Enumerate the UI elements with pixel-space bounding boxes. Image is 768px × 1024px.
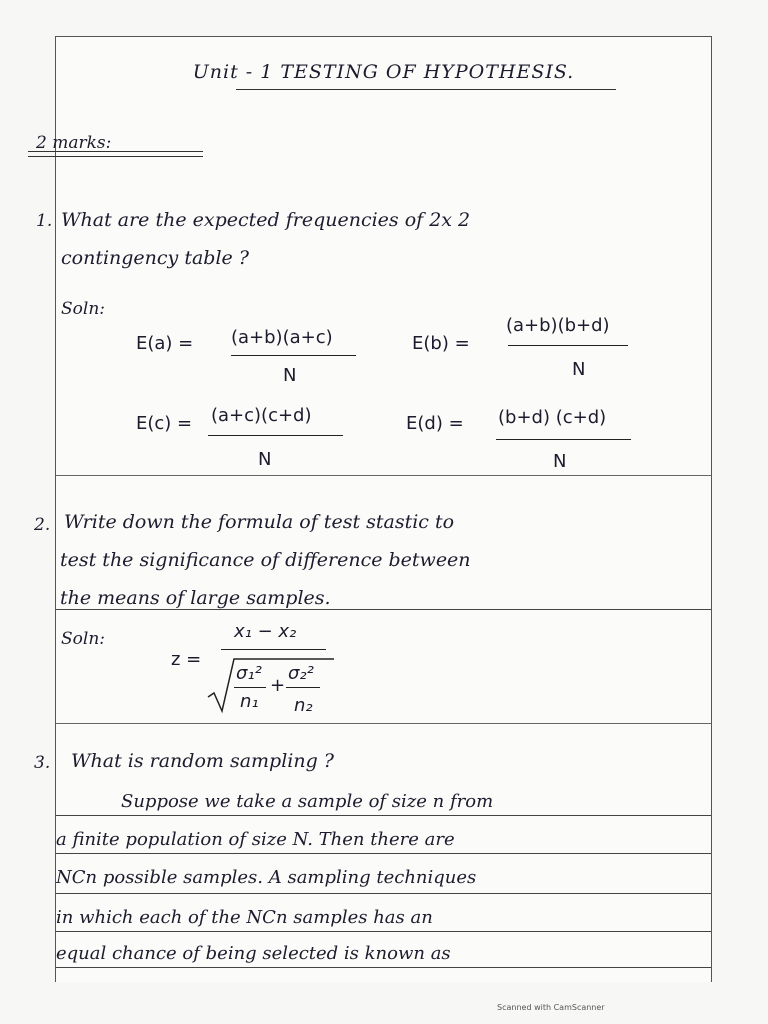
formula-eb-denominator: N <box>572 359 586 380</box>
ruled-line <box>56 931 711 932</box>
z-formula-lhs: z = <box>171 649 202 670</box>
formula-eb-lhs: E(b) = <box>412 333 470 354</box>
question-2-line3: the means of large samples. <box>60 587 331 609</box>
z-formula-n1: n₁ <box>240 691 259 712</box>
page-title: Unit - 1 TESTING OF HYPOTHESIS. <box>192 61 575 83</box>
ruled-line <box>56 609 711 610</box>
notebook-page <box>34 36 712 982</box>
scanner-watermark: Scanned with CamScanner <box>497 1003 605 1012</box>
z-formula-sigma1: σ₁² <box>236 663 262 684</box>
question-1-line1: What are the expected frequencies of 2x 2 <box>61 209 471 231</box>
answer-line: NCn possible samples. A sampling techniques <box>56 867 477 888</box>
formula-ea-numerator: (a+b)(a+c) <box>231 327 333 348</box>
formula-ec-lhs: E(c) = <box>136 413 193 434</box>
question-2-line2: test the significance of difference between <box>60 549 471 571</box>
title-underline <box>236 89 616 90</box>
ruled-line <box>56 967 711 968</box>
answer-line: equal chance of being selected is known as <box>56 943 451 964</box>
z-formula-sigma2: σ₂² <box>288 663 314 684</box>
formula-ec-numerator: (a+c)(c+d) <box>211 405 312 426</box>
formula-eb-numerator: (a+b)(b+d) <box>506 315 610 336</box>
section-heading: 2 marks: <box>36 133 112 153</box>
formula-eb-fraction-bar <box>508 345 628 346</box>
formula-ea-lhs: E(a) = <box>136 333 194 354</box>
formula-ed-denominator: N <box>553 451 567 472</box>
answer-line: Suppose we take a sample of size n from <box>121 791 494 812</box>
question-divider <box>56 475 711 476</box>
ruled-line <box>56 853 711 854</box>
answer-line: a finite population of size N. Then there are <box>56 829 455 850</box>
formula-ed-lhs: E(d) = <box>406 413 464 434</box>
formula-ed-numerator: (b+d) (c+d) <box>498 407 607 428</box>
formula-ea-fraction-bar <box>231 355 356 356</box>
question-3-number: 3. <box>34 753 51 773</box>
z-formula-n2: n₂ <box>294 695 313 716</box>
formula-ec-fraction-bar <box>208 435 343 436</box>
section-underline <box>28 151 203 152</box>
ruled-line <box>56 815 711 816</box>
answer-line: in which each of the NCn samples has an <box>56 907 433 928</box>
question-divider <box>56 723 711 724</box>
formula-ea-denominator: N <box>283 365 297 386</box>
formula-ed-fraction-bar <box>496 439 631 440</box>
question-2-soln-label: Soln: <box>61 629 105 649</box>
section-underline-double <box>28 156 203 157</box>
formula-ec-denominator: N <box>258 449 272 470</box>
question-1-soln-label: Soln: <box>61 299 105 319</box>
question-1-line2: contingency table ? <box>61 247 249 269</box>
z-formula-plus: + <box>270 675 286 696</box>
question-3-line1: What is random sampling ? <box>71 750 334 772</box>
question-2-line1: Write down the formula of test stastic to <box>64 511 455 533</box>
ruled-line <box>56 893 711 894</box>
z-formula-sigma2-bar <box>286 687 320 688</box>
question-1-number: 1. <box>36 211 53 231</box>
z-formula-fraction-bar <box>221 649 326 650</box>
z-formula-sigma1-bar <box>234 687 266 688</box>
question-2-number: 2. <box>34 515 51 535</box>
z-formula-numerator: x₁ − x₂ <box>234 621 297 642</box>
